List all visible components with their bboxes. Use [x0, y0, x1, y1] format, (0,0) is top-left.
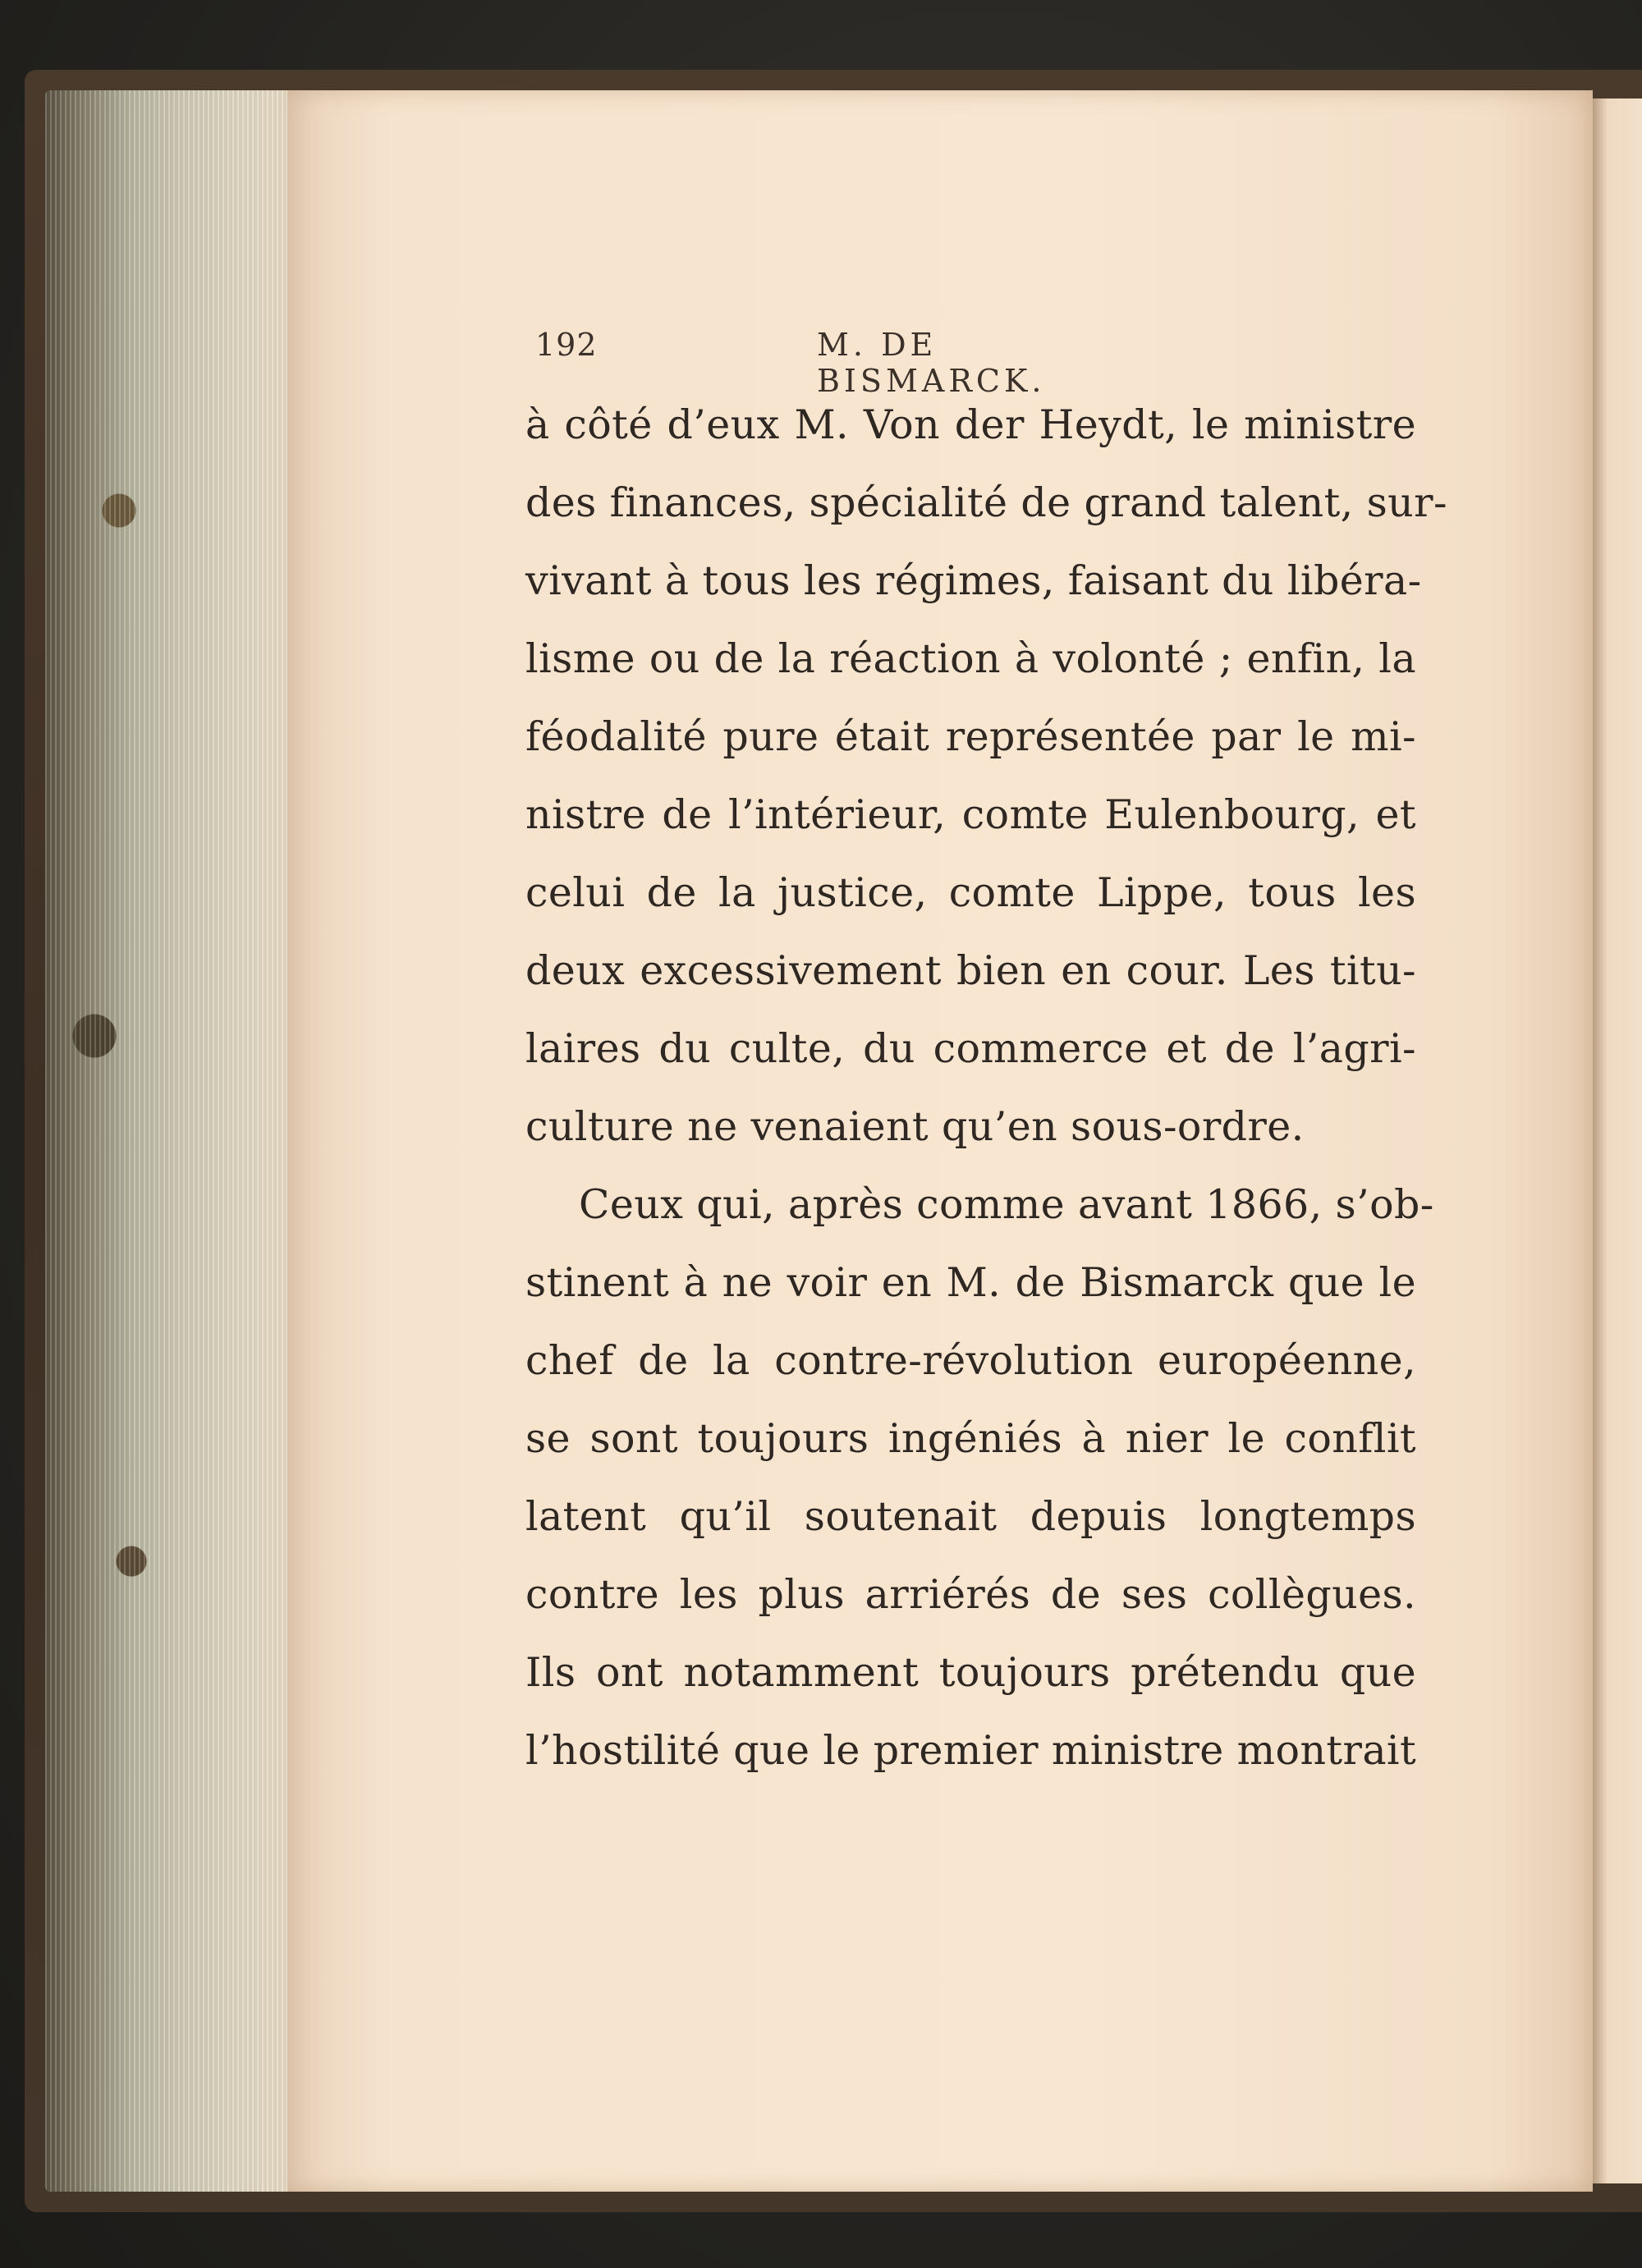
- text-line: latent qu’il soutenait depuis longtemps: [525, 1493, 1416, 1540]
- text-line: se sont toujours ingéniés à nier le conflit: [525, 1415, 1416, 1462]
- text-line: Ils ont notamment toujours prétendu que: [525, 1649, 1416, 1696]
- running-head: [535, 327, 1135, 399]
- text-line: contre les plus arriérés de ses collègues.: [525, 1571, 1416, 1618]
- text-line-paragraph-end: culture ne venaient qu’en sous-ordre.: [525, 1103, 1305, 1150]
- text-line: lisme ou de la réaction à volonté ; enfin, la: [525, 635, 1416, 682]
- text-line: vivant à tous les régimes, faisant du libéra-: [525, 557, 1422, 604]
- facing-page-edge: [1593, 99, 1642, 2183]
- text-line: nistre de l’intérieur, comte Eulenbourg, et: [525, 791, 1416, 838]
- text-line: chef de la contre-révolution européenne,: [525, 1337, 1416, 1384]
- text-line: laires du culte, du commerce et de l’agri-: [525, 1025, 1416, 1072]
- text-line: deux excessivement bien en cour. Les titu-: [525, 947, 1416, 994]
- text-line: l’hostilité que le premier ministre montrait: [525, 1727, 1417, 1774]
- text-line: à côté d’eux M. Von der Heydt, le ministre: [525, 401, 1416, 448]
- text-line: celui de la justice, comte Lippe, tous les: [525, 869, 1416, 916]
- text-line-paragraph-start: Ceux qui, après comme avant 1866, s’ob-: [579, 1181, 1434, 1228]
- page-number: 192: [535, 327, 598, 363]
- text-line: féodalité pure était représentée par le mi-: [525, 713, 1416, 760]
- page-body-text: [525, 386, 1447, 1789]
- text-line: des finances, spécialité de grand talent, sur-: [525, 479, 1447, 526]
- text-line: stinent à ne voir en M. de Bismarck que le: [525, 1259, 1416, 1306]
- running-title: M. DE BISMARCK.: [817, 327, 1046, 399]
- marbled-page-edges: [45, 90, 291, 2192]
